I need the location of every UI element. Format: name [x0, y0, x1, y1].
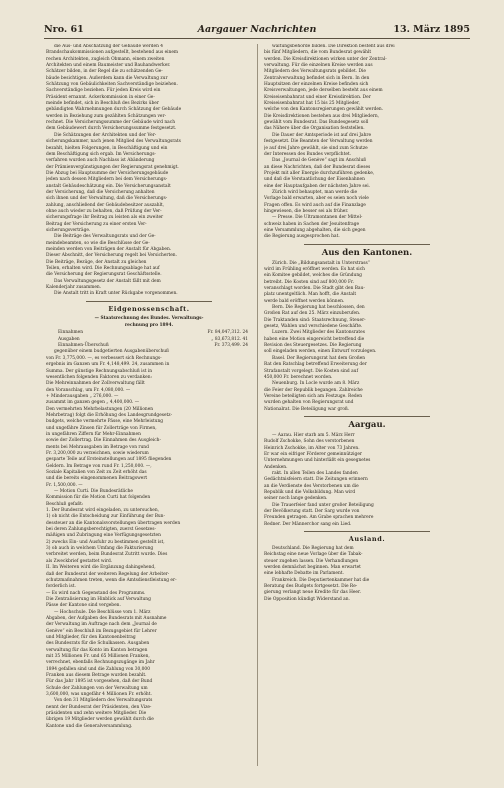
budget-value: Fr. 84,047,312. 24: [207, 330, 248, 336]
text-line: werde bald eröffnet werden können.: [264, 298, 345, 304]
right-text-13: [264, 503, 470, 528]
text-line: sicherungskammer, nach jenen Mitglied des Verwaltungsrats: [46, 139, 181, 145]
text-line: Das „Journal de Genève“ sagt im Anschluß: [272, 158, 367, 164]
text-line: gesparte Teile auf Ersteinstellungen auf 1895 fliegenden: [46, 457, 172, 463]
text-line: verfahren wurden auch Nachlass ist Abänderung: [46, 158, 155, 164]
right-text-9: [264, 356, 470, 381]
text-line: Dieser Abschnitt, der Versicherung regelt bei Versicherten.: [46, 253, 177, 259]
text-line: Vereine beteiligten sich am Festzuge. Reden: [264, 393, 363, 399]
text-line: Gedächtnisfeiern statt. Die Zeitungen erinnern: [264, 477, 368, 483]
text-line: werden in Beziehung zum gezählten Schätzungen ver-: [46, 113, 167, 119]
text-line: anstalt Gebäudeschätzung ein. Die Versicherungsanstalt: [46, 183, 171, 189]
text-line: Brandschaukommissionen aufgestellt, bestehend aus einem: [46, 50, 179, 56]
text-line: steuer zugehen lassen. Die Verhandlungen: [264, 558, 359, 564]
text-line: zusammt im ganzen gegen „ 4,400,000. —: [46, 400, 140, 406]
budget-value: „ 83,673,812. 41: [211, 336, 248, 342]
text-line: Für das Jahr 1895 ist vorgesehen, daß der Bund: [46, 679, 153, 685]
section-title-aargau: Aargau.: [348, 419, 386, 430]
text-line: waltungsbehörde bilden. Die Direktion besteht aus drei: [272, 44, 395, 49]
issue-date: 13. März 1895: [393, 24, 470, 35]
text-line: welche von den Kantonsregierungen gewählt werden.: [264, 107, 384, 113]
text-line: sicherungsfrage ihr Beitrag zu leisten als ein zweiter: [46, 215, 164, 221]
text-line: Von den 31 Mitgliedern des Verwaltungsrats: [54, 698, 153, 704]
text-line: die Regierung ausgesprochen hat.: [264, 234, 340, 240]
left-text-3: [46, 279, 252, 292]
text-line: wird im Frühling eröffnet werden. Es hat sich: [264, 267, 365, 272]
text-line: hingewiesen, die besser sei als früher.: [264, 208, 349, 214]
page-header: [44, 24, 470, 36]
right-text-5: [264, 215, 470, 240]
text-line: Geldern. Im Betrage von rund Fr. 1,250,000. —,: [46, 463, 152, 469]
separator: [304, 416, 430, 417]
text-line: mit 35 Millionen Fr. und 65 Millionen Franken,: [46, 653, 150, 659]
left-intro: [46, 44, 252, 133]
text-line: Fr. 1,500,000. —: [46, 482, 83, 488]
text-line: festgesetzt. Die Beamten der Verwaltung werden: [264, 139, 373, 145]
text-line: Kreiseisenbahnrat hat 15 bis 25 Mitglieder,: [264, 101, 360, 107]
text-line: Andenken.: [264, 464, 288, 470]
text-line: 1894 gefallen sind und die Zahlung von 30,000: [46, 666, 150, 672]
text-line: die Feier der Republik begangen. Zahlreiche: [264, 387, 363, 393]
column-divider: [257, 44, 258, 766]
right-text-4: [264, 190, 470, 215]
text-line: Nationalrat. Die Beteiligung war groß.: [264, 406, 350, 412]
right-text-15: [264, 578, 470, 603]
text-line: der Verwaltung im Auftrage nach dem „Journal de: [46, 622, 157, 628]
text-line: dem Beschäftigung sich ergab. Im Versicherungs-: [46, 151, 156, 157]
budget-table: [46, 330, 252, 349]
text-line: budgets, welche vermehrte Pässe, eine Mehrleistung: [46, 419, 164, 425]
text-line: in ungefähren Ziffern für Mehr-Einnahmen: [46, 431, 141, 437]
text-line: Bern. Die Regierung hat beschlossen, den: [272, 305, 365, 311]
text-line: von Fr. 3,775,000. —, es verbessert sich Rechnungs-: [46, 355, 162, 361]
text-line: gebändigten Wahrnehmungen durch Schätzung der Gebäude: [46, 107, 182, 113]
right-text-12: [264, 471, 470, 503]
text-line: Luzern. Zwei Mitglieder des Kantonsrates: [272, 330, 365, 336]
text-line: der Versicherung, daß die Versicherung anhalten: [46, 189, 155, 195]
right-column: [264, 44, 470, 603]
budget-value: Fr. 373,499. 24: [214, 343, 248, 349]
text-line: meindebeamten, so wie die Beschlüsse der Ge-: [46, 240, 150, 246]
right-text-8: [264, 330, 470, 355]
right-text-6: [264, 261, 470, 305]
right-text-2: [264, 133, 470, 158]
text-line: Zentralverwaltung befindet sich in Bern. In den: [264, 75, 370, 81]
text-line: Schätzung von Gebäulichkeiten Sachverständige beiziehen.: [46, 82, 178, 88]
text-line: sicherungsverträge.: [46, 227, 91, 233]
text-line: verbreitet werden, beim Bundesrat Zutritt wurde. Dies: [46, 552, 168, 558]
text-line: verwaltung. Für die einzelnen Kreise werden aus: [264, 63, 373, 69]
text-line: Beitrag der Versicherung zu einer ersten Ver-: [46, 221, 147, 227]
newspaper-title: Aargauer Nachrichten: [197, 24, 317, 35]
budget-label: Ausgaben: [58, 336, 80, 342]
text-line: daß der Bundesrat der weiteren Regelung der Arbeiter-: [46, 571, 170, 577]
text-line: den Voranschlag, um Fr. 4,080,000. —: [46, 387, 131, 393]
text-line: Sachverständige beziehen. Für jeden Kreis wird ein: [46, 88, 161, 94]
text-line: schutzmaßnahmen treten, wenn die Amtsdienstleistung er-: [46, 577, 177, 583]
text-line: der Prämienvergünstigungen der Regierungsrat genehmigt.: [46, 164, 179, 170]
left-text-2: [46, 234, 252, 278]
header-rule: [44, 38, 470, 39]
right-text-11: [264, 433, 470, 471]
text-line: 1. Der Bundesrat wird eingeladen, zu untersuchen,: [46, 508, 159, 514]
budget-label: Einnahmen-Überschuß: [58, 343, 109, 349]
text-line: rakt. In allen Teilen des Landes fanden: [272, 470, 358, 476]
left-column: [46, 44, 252, 730]
text-line: Großen Rat auf den 25. März einzuberufen.: [264, 311, 361, 317]
text-line: bis fünf Mitgliedern, die vom Bundesrat gewählt: [264, 50, 372, 56]
text-line: — Presse. Die Ultramontanen der Mittel-: [272, 215, 363, 221]
text-line: die Aus- und Abschätzung der Gebäude werden 4: [54, 44, 164, 49]
text-line: Projekt mit aller Energie durchzuführen gedenke,: [264, 170, 375, 176]
text-line: — Es wird nach Gegenstand des Programms.: [46, 590, 146, 596]
text-line: Unternehmungen und hinterläßt ein gesegnetes: [264, 458, 371, 464]
text-line: ohne auch wieder zu behalten, daß Prüfung der Ver-: [46, 208, 162, 214]
text-line: und ungefähre Zinsen für Zollerträge von Firmen,: [46, 425, 157, 431]
text-line: eine lebhafte Debatte im Parlament.: [264, 571, 344, 577]
text-line: und Mitglieder, für den Kantonenbeitrag: [46, 634, 136, 640]
text-line: Fragen offen. Es wird auch auf die Finanzlage: [264, 202, 366, 208]
text-line: werden demnächst beginnen. Man erwartet: [264, 565, 361, 571]
text-line: ments bei Mehrausgaben im Betrage von rund: [46, 444, 149, 450]
text-line: verwaltung für das Konto im Kanton betragen: [46, 647, 148, 653]
text-line: veranschlagt worden. Die Stadt gibt den Bau-: [264, 286, 365, 292]
text-line: Rudolf Zschokke, Sohn des verstorbenen: [264, 439, 355, 445]
section-title-kantone: Aus den Kantonen.: [321, 247, 413, 258]
text-line: Soziale Kapitalien von Zeit zu Zeit erhöht das: [46, 470, 147, 475]
right-text-14: [264, 546, 470, 578]
text-line: bei deren Zahlungsberechtigten, zuerst Gesetzes-: [46, 527, 156, 533]
text-line: wurden gehalten von Regierungsrat und: [264, 400, 354, 406]
text-line: als Zweckbrief gestattet wird.: [46, 558, 113, 564]
text-line: das Nähere über die Organisation feststellen.: [264, 126, 365, 132]
text-line: — Aarau. Hier starb am 5. März Herr: [272, 432, 355, 438]
text-line: bäude besichtigen. Außerdem kann die Verwaltung zur: [46, 75, 168, 81]
text-line: je auf drei Jahre gewählt, sie sind zum Schutze: [264, 145, 368, 151]
text-line: Kalenderjahr zusammen.: [46, 285, 102, 291]
right-text-10: [264, 381, 470, 413]
separator: [86, 301, 212, 302]
text-line: Redner. Der Männerchor sang ein Lied.: [264, 521, 352, 527]
text-line: Pässe der Kantone sind vergeben.: [46, 603, 121, 609]
text-line: 3) ob auch in welchem Umfang die Fakturierung: [46, 546, 154, 552]
text-line: Genève“ ein Beschluß im Bezugsgebiet für Lehrer: [46, 628, 157, 634]
left-text-1: [46, 133, 252, 235]
text-line: gegenüber einem budgetierten Ausgabenüberschuß: [54, 349, 169, 355]
left-text-6: [46, 489, 252, 610]
text-line: Die Beiträge, Bezüge, der Anstalt zu gleichen: [46, 259, 147, 265]
text-line: die Versicherung der Regierungsrat Geschäftsstelle.: [46, 272, 162, 278]
text-line: Beratung des Budgets fortgesetzt. Die Re-: [264, 584, 358, 590]
text-line: an die Verdienste des Verstorbenen um die: [264, 483, 359, 489]
text-line: schweiz haben in Sachen der Jesuitenfrage: [264, 221, 360, 227]
left-text-7: [46, 610, 252, 699]
text-line: + Minderausgaben „ 276,000. —: [46, 393, 119, 399]
text-line: rechnet. Die Versicherungssumme der Gebäude wird nach: [46, 120, 175, 126]
text-line: 2) zwecks Ein- und Ausfuhr zu bestimmen gestellt ist,: [46, 539, 165, 545]
text-line: Die Opposition kündigt Widerstand an.: [264, 596, 350, 602]
text-line: an diese Nachrichten, daß der Bundesrat dieses: [264, 164, 371, 170]
text-line: platz unentgeltlich. Man hofft, die Anstalt: [264, 292, 357, 298]
text-line: Strafanstalt vorgelegt. Die Kosten sind auf: [264, 368, 359, 374]
text-line: Die Abzug bei Hauptsumme der Versicherungsgebäude: [46, 170, 169, 176]
text-line: Schätzer bilden, in der Regel die zu schätzenden Ge-: [46, 69, 163, 75]
text-line: Schule der Zahlungen von der Verwaltung um: [46, 685, 148, 691]
text-line: der Bevölkerung statt. Der Sarg wurde von: [264, 509, 360, 515]
text-line: forderlich ist.: [46, 584, 76, 590]
separator: [304, 244, 430, 245]
right-text-1: [264, 44, 470, 133]
text-line: II. Im Weiteren wird die Ergänzung dahingehend,: [46, 565, 156, 571]
text-line: Fr. 3,200,000 zu verzeichnen, sowie wiederum: [46, 450, 149, 456]
text-line: präsidenten und zehn weitere Mitglieder. Die: [46, 711, 147, 717]
text-line: Summa. Der günstige Rechnungsabschluß ist in: [46, 368, 153, 374]
text-line: übrigen 19 Mitglieder werden gewählt durch die: [46, 717, 154, 723]
text-line: Rat den Ratschlag betreffend Erweiterung der: [264, 362, 367, 368]
text-line: und daß die Verstaatlichung der Eisenbahnen: [264, 177, 365, 183]
text-line: haben eine Motion eingereicht betreffend die: [264, 336, 365, 342]
text-line: Die Schätzungen der Architekten und der Ver-: [54, 132, 157, 138]
text-line: Die Zentralisierung im Hinblick auf Verwaltung: [46, 596, 151, 602]
text-line: gierung verlangt neue Kredite für das Heer.: [264, 590, 361, 596]
text-line: eine Versammlung abgehalten, die sich gegen: [264, 227, 366, 233]
separator: [304, 531, 430, 532]
text-line: Präsident ernannt. Ackerkommission in einer Ge-: [46, 94, 155, 100]
text-line: Zürich wird behauptet, man werde die: [272, 189, 358, 195]
text-line: Die Kreisdirektionen bestehen aus drei Mitgliedern,: [264, 113, 380, 119]
text-line: Die Mehreinnahmen der Zollverwaltung fällt: [46, 381, 145, 387]
text-line: wesentlichen folgenden Faktoren zu verdanken:: [46, 374, 153, 380]
text-line: Er war ein eifriger Förderer gemeinnütziger: [264, 451, 362, 457]
text-line: Freunden getragen. Am Grabe sprachen mehrere: [264, 515, 374, 521]
text-line: werden. Die Kreisdirektionen wirken unter der Zentral-: [264, 56, 387, 62]
text-line: seiner noch lange gedenken.: [264, 496, 328, 502]
text-line: Kommission für die Motion Curti hat folgenden: [46, 495, 151, 501]
text-line: soll eingeladen werden, einen Entwurf vorzulegen.: [264, 349, 377, 355]
text-line: betreibt. Die Kosten sind auf 800,000 Fr.: [264, 279, 355, 285]
text-line: des Bundesrats für die Schulkassen. Ausgaben: [46, 641, 150, 647]
text-line: Beschluß gefaßt:: [46, 501, 84, 507]
text-line: Die Trauerfeier fand unter großer Beteiligung: [272, 502, 374, 508]
text-line: — Hochschule. Die Beschlüsse vom 1. März: [54, 609, 151, 615]
text-line: — Motion Curti. Die Bundesrätliche: [54, 489, 133, 495]
text-line: bezahlt, hielten Folgerungen, in Beschäftigung und ein: [46, 145, 168, 151]
left-text-5: [46, 349, 252, 489]
text-line: Kreiseisenbahnrat und einer Kreisdirektion. Der: [264, 94, 371, 100]
text-line: Die Traktanden sind: Staatsrechnung, Steuer-: [264, 317, 366, 323]
section-title-ausland: Ausland.: [348, 535, 386, 544]
text-line: Heinrich Zschokke, im Alter von 73 Jahren.: [264, 445, 360, 451]
text-line: Frankreich. Die Deputiertenkammer hat die: [272, 577, 370, 583]
text-line: Kantone und die Generalversammlung.: [46, 723, 133, 729]
text-line: Reichstag eine neue Vorlage über die Tabak-: [264, 552, 363, 558]
right-text-7: [264, 305, 470, 330]
text-line: Republik und die Volksbildung. Man wird: [264, 490, 356, 495]
text-line: Deutschland. Die Regierung hat dem: [272, 546, 354, 552]
text-line: ergebnis im Ganzen um Fr. 4,148,499. 24, zusammen in: [46, 362, 170, 368]
text-line: gewählt vom Bundesrat. Das Bundesgesetz soll: [264, 120, 369, 126]
text-line: Architekten und einem Baumeister und Bauhandwerker.: [46, 63, 171, 69]
text-line: Abgaben, der Aufgaben des Bundesrats mit Ausnahme: [46, 615, 167, 621]
text-line: Vorlage bald erwarten, aber es seien noch viele: [264, 196, 369, 202]
text-line: und die bereits eingenommenen Beitragswert: [46, 476, 148, 482]
section-title-eidgenossenschaft: Eidgenossenschaft.: [108, 304, 190, 313]
text-line: sich ihnen und der Verwaltung, daß die Versicherungs-: [46, 196, 168, 202]
text-line: Zürich. Die „Bildungsanstalt in Unterstrass“: [272, 260, 370, 266]
text-line: Die Beiträge des Verwaltungsrats und der Ge-: [54, 234, 156, 240]
text-line: ein Komitee gebildet, welches die Gründung: [264, 273, 362, 279]
text-line: Hauptsitzen der einzelnen Kreise befinden sich: [264, 82, 369, 88]
text-line: jeden nach dessen Mitgliedern bei dem Versicherungs-: [46, 177, 168, 183]
text-line: zahlung, anschließend der Gebäudebesitzer auszahlt,: [46, 202, 165, 208]
text-line: der Interessen des Bundes verpflichtet.: [264, 151, 352, 157]
text-line: Mitgliedern des Verwaltungsrats gebildet. Die: [264, 69, 366, 75]
left-text-4: Die Anstalt tritt in Kraft unter Rückgabe vorgenommen.: [54, 291, 178, 297]
left-text-8: [46, 698, 252, 730]
text-line: mäßigen und Zubringung eine Verfügungsgesetzten: [46, 533, 161, 539]
text-line: Revision des Steuergesetzes. Die Regierung: [264, 343, 362, 349]
right-text-3: [264, 158, 470, 190]
text-line: Den vermehrten Mehrbelastungen (20 Millionen: [46, 406, 154, 412]
text-line: 450,000 Fr. berechnet worden.: [264, 374, 333, 380]
issue-number: Nro. 61: [44, 24, 84, 35]
text-line: 1) ob nicht die Entscheidung zur Einführung der Bun-: [46, 514, 165, 520]
budget-label: Einnahmen: [58, 330, 84, 336]
text-line: Neuenburg. In Locle wurde am 8. März: [272, 381, 360, 387]
section-subtitle: — Staatsrechnung des Bundes. Verwaltungs-: [94, 315, 204, 321]
text-line: gesetz, Wahlen und verschiedene Geschäfte.: [264, 324, 363, 330]
text-line: dessteuer an die Kantonalsvorstellungen übertragen werden: [46, 520, 181, 526]
text-line: eine der Hauptaufgaben der nächsten Jahre sei.: [264, 183, 370, 189]
text-line: sowie der Zollertrag. Die Einnahmen des Ausgleich-: [46, 438, 161, 444]
text-line: Die Dauer der Amtsperiode ist auf drei Jahre: [272, 132, 372, 138]
text-line: Franken aus diesem Betrage wurden bezahlt.: [46, 673, 147, 678]
text-line: meinden werden von Beiträgen der Anstalt für Abgaben.: [46, 247, 172, 252]
text-line: nennt der Bundesrat der Präsidenten, den Vize-: [46, 704, 152, 710]
text-line: verrechnet, ebenfalls Rechnungszugänge im Jahr: [46, 660, 155, 666]
text-line: dem Gebäudewert durch Versicherungssumme festgesetzt.: [46, 126, 177, 132]
section-subtitle-2: rechnung pro 1894.: [124, 323, 174, 329]
text-line: 3,600,000, was ungefähr 4 Millionen Fr. erhöht.: [46, 692, 152, 698]
text-line: Das Verwaltungsgesetz der Anstalt fällt mit dem: [54, 278, 161, 284]
text-line: meinde befindet, sich in Beschluß des Bezirks über: [46, 101, 159, 107]
text-line: Basel. Der Regierungsrat hat dem Großen: [272, 355, 366, 361]
text-line: Kreisverwaltungen, jede derselben besteht aus einem: [264, 88, 383, 94]
text-line: rechen Architekten, zugleich Obmann, einem zweiten: [46, 56, 165, 62]
text-line: Mehrbetrag) folgt die Erhöhung des Landesgrundgesetz-: [46, 412, 173, 418]
text-line: Teilen, erhalten wird. Die Rechnungsablage hat auf: [46, 266, 160, 272]
